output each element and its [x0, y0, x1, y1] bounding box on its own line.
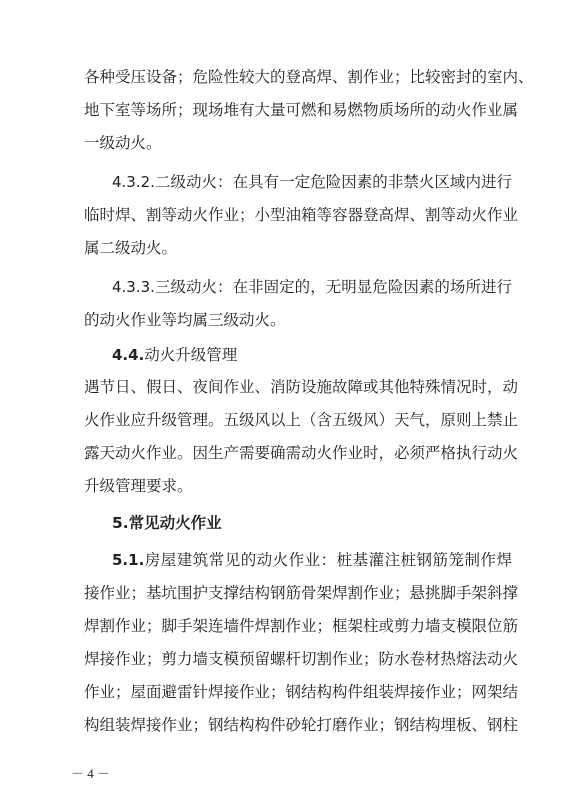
- line-text: 焊接作业；剪力墙支模预留螺杆切割作业；防水卷材热熔法动火: [84, 650, 519, 668]
- line-text: 二级动火：在具有一定危险因素的非禁火区域内进行: [154, 173, 512, 191]
- body-line: [84, 583, 519, 603]
- line-text: 接作业；基坑围护支撑结构钢筋骨架焊割作业；悬挑脚手架斜撑: [84, 584, 519, 602]
- body-line: [84, 616, 519, 636]
- line-text: 露天动火作业。因生产需要确需动火作业时，必须严格执行动火: [84, 444, 519, 462]
- section-number: 5.1.: [112, 551, 145, 569]
- page-number: － 4 －: [71, 766, 111, 781]
- body-line: [84, 377, 519, 397]
- line-text: 升级管理要求。: [84, 477, 193, 495]
- line-text: 房屋建筑常见的动火作业：桩基灌注桩钢筋笼制作焊: [144, 551, 512, 569]
- line-text: 作业；屋面避雷针焊接作业；钢结构构件组装焊接作业；网架结: [84, 683, 519, 701]
- body-line: [84, 205, 519, 225]
- line-text: 各种受压设备；危险性较大的登高焊、割作业；比较密封的室内、: [84, 68, 534, 86]
- body-line: [84, 238, 512, 258]
- line-text: 遇节日、假日、夜间作业、消防设施故障或其他特殊情况时，动: [84, 378, 519, 396]
- section-5-heading: [112, 513, 512, 533]
- heading-text: 5.常见动火作业: [112, 514, 222, 532]
- section-number: 4.4.: [112, 346, 145, 364]
- line-text: 属二级动火。: [84, 239, 178, 257]
- line-text: 三级动火：在非固定的，无明显危险因素的场所进行: [154, 278, 512, 296]
- line-text: 构组装焊接作业；钢结构构件砂轮打磨作业；钢结构埋板、钢柱: [84, 716, 519, 734]
- line-text: 焊割作业；脚手架连墙件焊割作业；框架柱或剪力墙支模限位筋: [84, 617, 519, 635]
- body-line: [84, 649, 519, 669]
- body-line: [84, 715, 519, 735]
- body-line: [84, 682, 519, 702]
- line-text: 一级动火。: [84, 134, 162, 152]
- line-text: 的动火作业等均属三级动火。: [84, 311, 286, 329]
- body-line: [84, 67, 534, 87]
- body-line: [84, 133, 512, 153]
- section-4-3-3-first-line: [112, 277, 512, 297]
- section-4-4-heading: [112, 345, 512, 365]
- body-line: [84, 443, 519, 463]
- section-number: 4.3.3.: [112, 278, 155, 296]
- body-line: [84, 476, 512, 496]
- section-5-1-first-line: [112, 550, 512, 570]
- line-text: 动火升级管理: [144, 346, 238, 364]
- line-text: 火作业应升级管理。五级风以上（含五级风）天气，原则上禁止: [84, 411, 519, 429]
- section-4-3-2-first-line: [112, 172, 512, 192]
- line-text: 地下室等场所；现场堆有大量可燃和易燃物质场所的动火作业属: [84, 101, 519, 119]
- body-line: [84, 310, 512, 330]
- body-line: [84, 410, 519, 430]
- section-number: 4.3.2.: [112, 173, 155, 191]
- body-line: [84, 100, 519, 120]
- line-text: 临时焊、割等动火作业；小型油箱等容器登高焊、割等动火作业: [84, 206, 519, 224]
